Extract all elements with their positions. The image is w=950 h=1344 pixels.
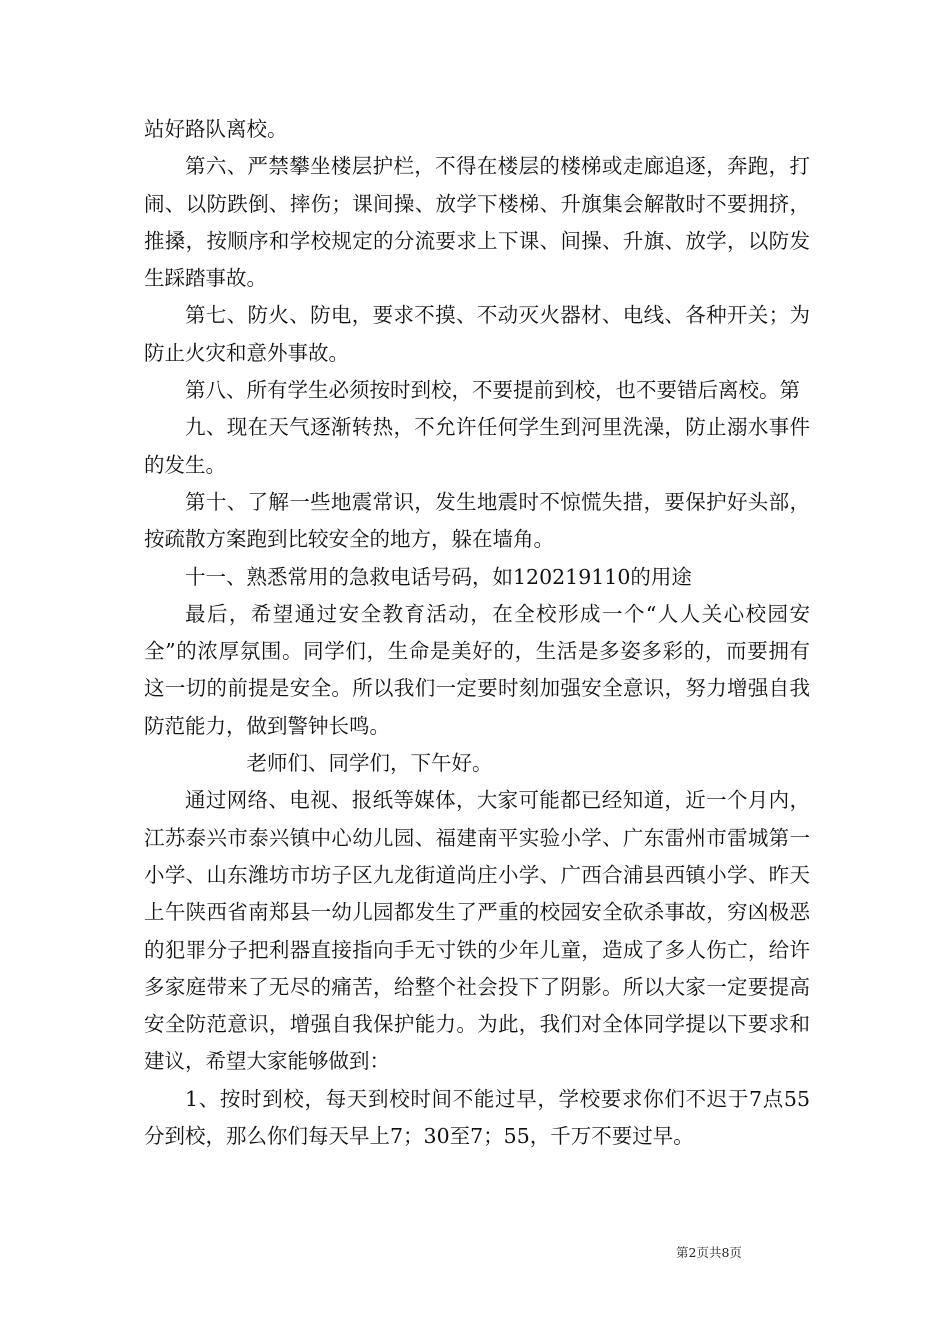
paragraph-greeting: 老师们、同学们，下午好。 <box>246 751 493 776</box>
paragraph-continuation: 站好路队离校。 <box>144 117 288 141</box>
paragraph-rule-8: 第八、所有学生必须按时到校，不要提前到校，也不要错后离校。第 <box>185 378 800 403</box>
paragraph-introduction: 通过网络、电视、报纸等媒体，大家可能都已经知道，近一个月内，江苏泰兴市泰兴镇中心幼儿园、福建南平实验小学、广东雷州市雷城第一小学、山东潍坊市坊子区九龙街道尚庄小学、广西合浦县西镇小学、昨天上午陕西省南郑县一幼儿园都发生了严重的校园安全砍杀事故，穷凶极恶的犯罪分子把利器直接指向手无寸铁的少年儿童，造成了多人伤亡，给许多家庭带来了无尽的痛苦，给整个社会投下了阴影。所以大家一定要提高安全防范意识，增强自我保护能力。为此，我们对全体同学提以下要求和建议，希望大家能够做到： <box>144 788 810 1074</box>
paragraph-rule-9: 九、现在天气逐渐转热，不允许任何学生到河里洗澡，防止溺水事件的发生。 <box>144 415 810 477</box>
paragraph-conclusion: 最后，希望通过安全教育活动，在全校形成一个“人人关心校园安全”的浓厚氛围。同学们，生命是美好的，生活是多姿多彩的，而要拥有这一切的前提是安全。所以我们一定要时刻加强安全意识，努力增强自我防范能力，做到警钟长鸣。 <box>144 601 810 738</box>
page-number: 第2页共8页 <box>676 1245 742 1260</box>
paragraph-rule-7: 第七、防火、防电，要求不摸、不动灭火器材、电线、各种开关；为防止火灾和意外事故。 <box>144 303 810 365</box>
paragraph-rule-10: 第十、了解一些地震常识，发生地震时不惊慌失措，要保护好头部，按疏散方案跑到比较安全的地方，躲在墙角。 <box>144 489 810 552</box>
paragraph-rule-11: 十一、熟悉常用的急救电话号码，如120219110的用途 <box>185 564 692 589</box>
paragraph-rule-6: 第六、严禁攀坐楼层护栏，不得在楼层的楼梯或走廊追逐，奔跑，打闹、以防跌倒、摔伤；课间操、放学下楼梯、升旗集会解散时不要拥挤，推搡，按顺序和学校规定的分流要求上下课、间操、升旗、放学，以防发生踩踏事故。 <box>144 154 810 291</box>
paragraph-requirement-1: 1、按时到校，每天到校时间不能过早，学校要求你们不迟于7点55分到校，那么你们每天早上7；30至7；55，千万不要过早。 <box>144 1086 810 1149</box>
document-body <box>144 111 810 1155</box>
